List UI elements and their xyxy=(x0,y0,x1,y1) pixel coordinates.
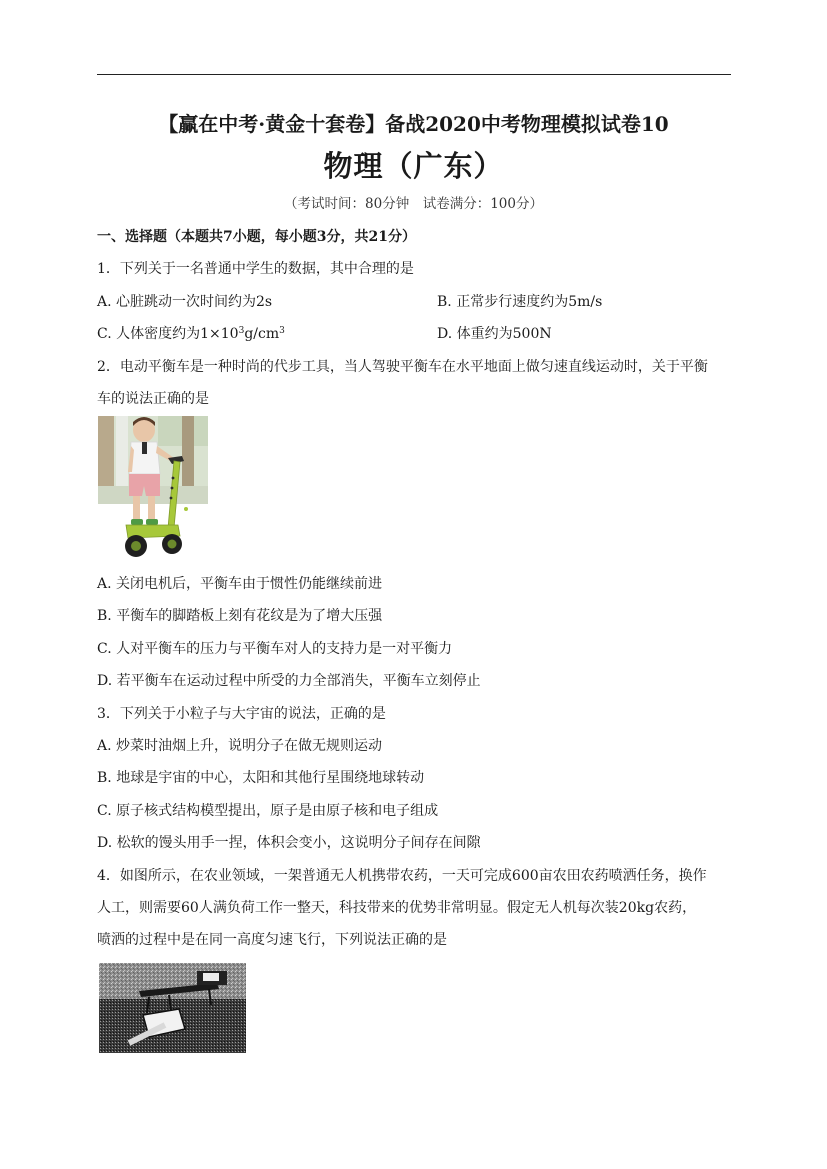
q4-stem-line2: 人工，则需要60人满负荷工作一整天，科技带来的优势非常明显。假定无人机每次装20kg农药， xyxy=(97,900,697,916)
q1-stem: 1．下列关于一名普通中学生的数据，其中合理的是 xyxy=(97,261,414,277)
q2-option-a: A. 关闭电机后，平衡车由于惯性仍能继续前进 xyxy=(97,576,383,592)
drone-illustration xyxy=(99,963,246,1053)
exam-title: 【赢在中考·黄金十套卷】备战2020中考物理模拟试卷10 xyxy=(158,112,669,136)
q3-option-c: C. 原子核式结构模型提出，原子是由原子核和电子组成 xyxy=(97,803,439,819)
q3-stem: 3．下列关于小粒子与大宇宙的说法，正确的是 xyxy=(97,706,386,722)
q1-option-b: B. 正常步行速度约为5m/s xyxy=(437,294,603,310)
balance-car-photo xyxy=(98,416,208,561)
balance-car-illustration xyxy=(98,416,208,561)
q1-option-a: A. 心脏跳动一次时间约为2s xyxy=(97,294,273,310)
q2-option-c: C. 人对平衡车的压力与平衡车对人的支持力是一对平衡力 xyxy=(97,641,453,657)
q2-stem-line2: 车的说法正确的是 xyxy=(97,391,209,407)
q1-option-c-text: C. 人体密度约为1×10 xyxy=(97,326,239,342)
header-rule xyxy=(97,74,731,75)
q2-option-d: D. 若平衡车在运动过程中所受的力全部消失，平衡车立刻停止 xyxy=(97,673,481,689)
q1-option-c-unit-exponent: 3 xyxy=(279,326,285,336)
q2-option-b: B. 平衡车的脚踏板上刻有花纹是为了增大压强 xyxy=(97,608,383,624)
subject-title: 物理（广东） xyxy=(323,149,504,183)
q1-option-c xyxy=(97,323,285,343)
q1-option-c-exponent: 3 xyxy=(238,326,245,336)
q2-stem-line1: 2．电动平衡车是一种时尚的代步工具，当人驾驶平衡车在水平地面上做匀速直线运动时，关于平衡 xyxy=(97,359,708,375)
q4-stem-line1: 4．如图所示，在农业领域，一架普通无人机携带农药，一天可完成600亩农田农药喷洒任务，换作 xyxy=(97,868,707,884)
q3-option-b: B. 地球是宇宙的中心，太阳和其他行星围绕地球转动 xyxy=(97,770,425,786)
section-heading: 一、选择题（本题共7小题，每小题3分，共21分） xyxy=(97,229,416,245)
q1-option-c-unit: g/cm xyxy=(244,326,280,342)
q4-stem-line3: 喷洒的过程中是在同一高度匀速飞行，下列说法正确的是 xyxy=(97,932,447,948)
drone-photo xyxy=(99,963,246,1053)
exam-info: （考试时间：80分钟 试卷满分：100分） xyxy=(284,196,543,212)
q3-option-a: A. 炒菜时油烟上升，说明分子在做无规则运动 xyxy=(97,738,383,754)
q1-option-d: D. 体重约为500N xyxy=(437,326,552,342)
q3-option-d: D. 松软的馒头用手一捏，体积会变小，这说明分子间存在间隙 xyxy=(97,835,481,851)
